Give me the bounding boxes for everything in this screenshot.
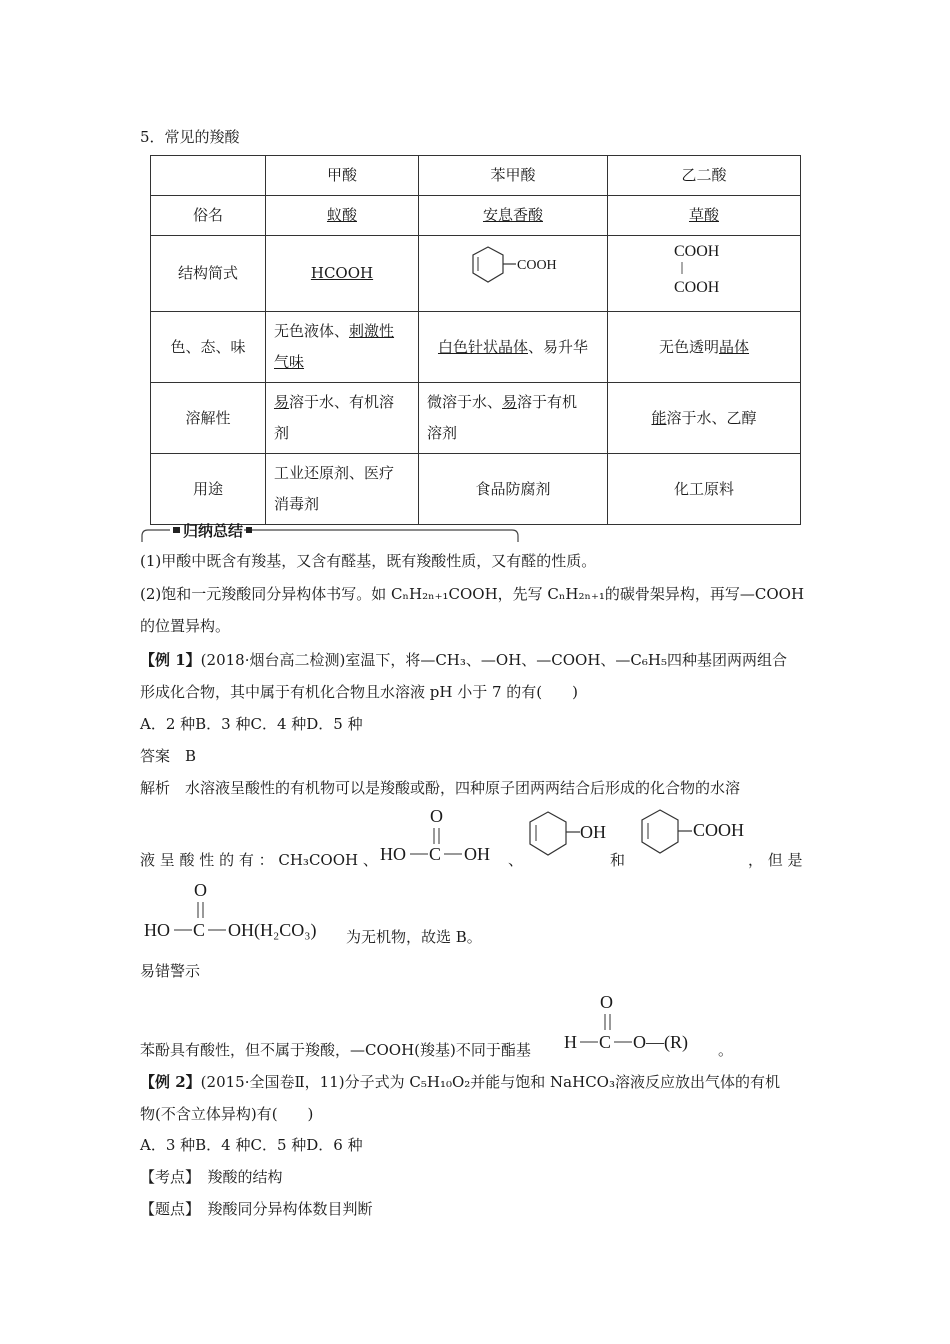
example1-line-1: 【例 1】(2018·烟台高二检测)室温下，将—CH₃、—OH、—COOH、—C₆H₅四种基团两两组合 <box>140 651 788 669</box>
row-label-common-name: 俗名 <box>151 196 266 236</box>
benzoic-cooh-label: COOH <box>517 258 557 273</box>
cell-oxalic-appearance: 无色透明晶体 <box>608 312 801 383</box>
svg-text:O: O <box>600 992 613 1012</box>
cell-benzoic-common-name: 安息香酸 <box>419 196 608 236</box>
example1-answer: 答案 B <box>140 747 197 765</box>
phenol-oh-label: OH <box>580 822 606 842</box>
cell-formic-common-name: 蚁酸 <box>266 196 419 236</box>
carbonic-acid-h2co3-structure <box>142 876 348 946</box>
row-label-solubility: 溶解性 <box>151 383 266 454</box>
cell-benzoic-structure <box>419 236 608 312</box>
svg-text:OH: OH <box>464 844 490 864</box>
cell-formic-use: 工业还原剂、医疗 消毒剂 <box>266 454 419 525</box>
cell-oxalic-use: 化工原料 <box>608 454 801 525</box>
example1-tag: 【例 1】 <box>140 651 201 669</box>
svg-text:OH(H₂CO₃): OH(H₂CO₃) <box>228 920 317 940</box>
table-header-blank <box>151 156 266 196</box>
table-header-oxalic: 乙二酸 <box>608 156 801 196</box>
example2-tidian: 【题点】 羧酸同分异构体数目判断 <box>140 1200 373 1218</box>
table-header-formic: 甲酸 <box>266 156 419 196</box>
table-header-benzoic: 苯甲酸 <box>419 156 608 196</box>
svg-text:HO: HO <box>380 844 406 864</box>
warning-title: 易错警示 <box>140 962 201 980</box>
row-label-appearance: 色、态、味 <box>151 312 266 383</box>
phenol-structure <box>520 808 615 868</box>
warning-text: 苯酚具有酸性，但不属于羧酸，—COOH(羧基)不同于酯基 <box>140 1041 531 1059</box>
carbonic-acid-structure <box>378 800 508 872</box>
svg-text:O: O <box>194 880 207 900</box>
oxalic-top-cooh: COOH <box>674 243 720 260</box>
example1-options: A．2 种B．3 种C．4 种D．5 种 <box>140 715 363 733</box>
cell-benzoic-appearance: 白色针状晶体、易升华 <box>419 312 608 383</box>
cell-formic-appearance: 无色液体、刺激性 气味 <box>266 312 419 383</box>
benzoic-acid-structure-large <box>630 804 760 868</box>
summary-point-2-line-1: (2)饱和一元羧酸同分异构体书写。如 CₙH₂ₙ₊₁COOH，先写 CₙH₂ₙ₊₁的碳骨架异构，再写—COOH <box>140 585 805 603</box>
example2-tag: 【例 2】 <box>140 1073 201 1091</box>
warning-period: 。 <box>718 1041 734 1059</box>
example1-analysis-and: 和 <box>610 851 626 869</box>
example1-analysis-but: ， 但 是 <box>748 851 803 869</box>
example2-line-1: 【例 2】(2015·全国卷Ⅱ，11)分子式为 C₅H₁₀O₂并能与饱和 NaHCO₃溶液反应放出气体的有机 <box>140 1073 780 1091</box>
svg-text:O—(R): O—(R) <box>633 1032 688 1052</box>
svg-text:O: O <box>430 806 443 826</box>
example2-options: A．3 种B．4 种C．5 种D．6 种 <box>140 1136 363 1154</box>
oxalic-bottom-cooh: COOH <box>674 279 720 296</box>
example1-analysis-line-3: 为无机物，故选 B。 <box>346 928 482 946</box>
oxalic-acid-structure <box>664 240 744 296</box>
benzoic-acid-structure <box>458 243 568 293</box>
cell-formic-solubility: 易溶于水、有机溶 剂 <box>266 383 419 454</box>
example2-line-2: 物(不含立体异构)有( ) <box>140 1105 314 1123</box>
example2-kaodian: 【考点】 羧酸的结构 <box>140 1168 283 1186</box>
svg-text:C: C <box>429 844 442 864</box>
example1-analysis-line-2a: 液 呈 酸 性 的 有 ： CH₃COOH 、 <box>140 851 378 869</box>
row-label-use: 用途 <box>151 454 266 525</box>
cell-benzoic-solubility: 微溶于水、易溶于有机 溶剂 <box>419 383 608 454</box>
example1-analysis-line-1: 解析 水溶液呈酸性的有机物可以是羧酸或酚，四种原子团两两结合后形成的化合物的水溶 <box>140 779 741 797</box>
cell-oxalic-solubility: 能溶于水、乙醇 <box>608 383 801 454</box>
cell-formic-structure: HCOOH <box>266 236 419 312</box>
summary-point-1: (1)甲酸中既含有羧基，又含有醛基，既有羧酸性质，又有醛的性质。 <box>140 552 597 570</box>
svg-text:C: C <box>193 920 206 940</box>
cell-oxalic-common-name: 草酸 <box>608 196 801 236</box>
cell-benzoic-use: 食品防腐剂 <box>419 454 608 525</box>
example1-line-2: 形成化合物，其中属于有机化合物且水溶液 pH 小于 7 的有( ) <box>140 683 579 701</box>
summary-point-2-line-2: 的位置异构。 <box>140 617 231 635</box>
cell-oxalic-structure <box>608 236 801 312</box>
svg-text:H: H <box>564 1032 577 1052</box>
row-label-structure: 结构简式 <box>151 236 266 312</box>
summary-title: 归纳总结 <box>183 522 244 540</box>
example1-analysis-comma: 、 <box>508 851 524 869</box>
benzoic-large-cooh-label: COOH <box>693 820 745 840</box>
carboxylic-acids-table <box>150 155 801 525</box>
ester-group-structure <box>562 988 722 1060</box>
section-title: 5．常见的羧酸 <box>140 128 240 146</box>
svg-text:C: C <box>599 1032 612 1052</box>
svg-text:HO: HO <box>144 920 170 940</box>
